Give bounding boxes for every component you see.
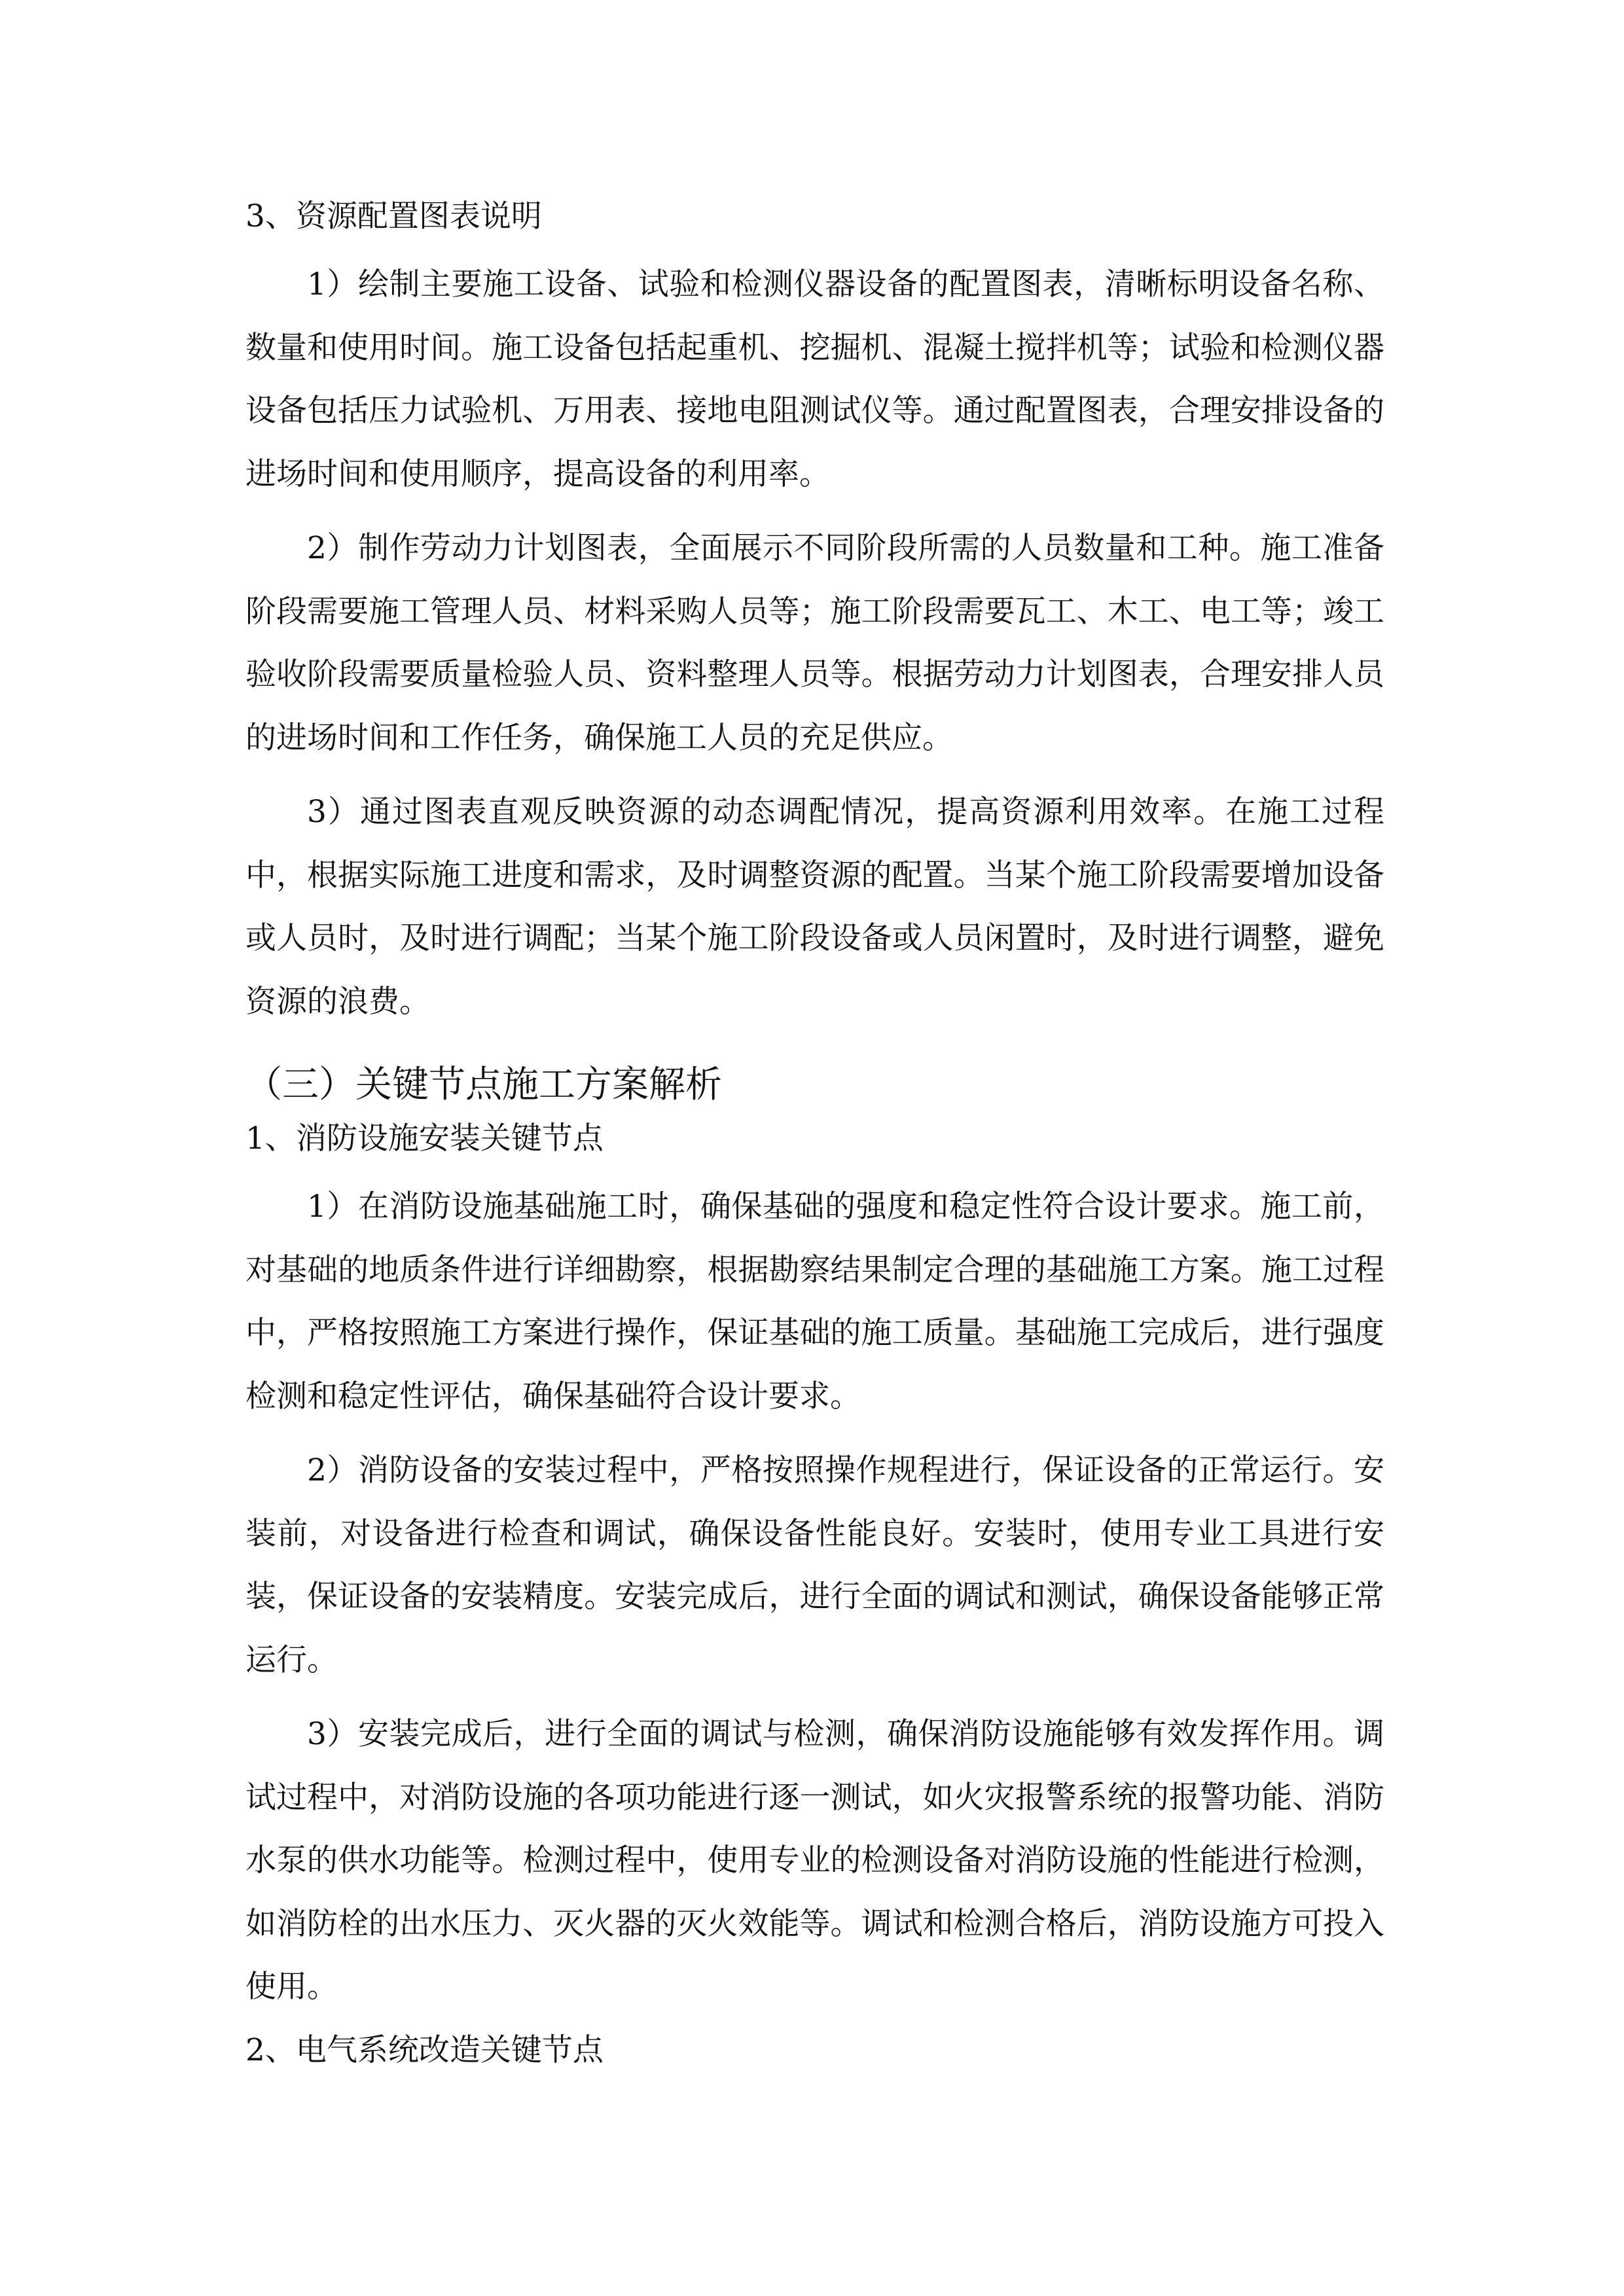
section-heading-fire-facilities: 1、消防设施安装关键节点 — [245, 1121, 604, 1157]
paragraph: 3）通过图表直观反映资源的动态调配情况，提高资源利用效率。在施工过程中，根据实际施工进度和需求，及时调整资源的配置。当某个施工阶段需要增加设备或人员时，及时进行调配；当某个施工阶段设备或人员闲置时，及时进行调整，避免资源的浪费。 — [245, 794, 1384, 1020]
paragraph: 2）制作劳动力计划图表，全面展示不同阶段所需的人员数量和工种。施工准备阶段需要施工管理人员、材料采购人员等；施工阶段需要瓦工、木工、电工等；竣工验收阶段需要质量检验人员、资料整理人员等。根据劳动力计划图表，合理安排人员的进场时间和工作任务，确保施工人员的充足供应。 — [245, 530, 1384, 756]
chapter-title-key-nodes: （三）关键节点施工方案解析 — [245, 1064, 722, 1106]
section-heading-electrical-system: 2、电气系统改造关键节点 — [245, 2032, 604, 2068]
document-body — [245, 196, 1384, 2087]
section-heading-resource-charts: 3、资源配置图表说明 — [245, 198, 542, 234]
paragraph: 1）绘制主要施工设备、试验和检测仪器设备的配置图表，清晰标明设备名称、数量和使用时间。施工设备包括起重机、挖掘机、混凝土搅拌机等；试验和检测仪器设备包括压力试验机、万用表、接地电阻测试仪等。通过配置图表，合理安排设备的进场时间和使用顺序，提高设备的利用率。 — [245, 266, 1384, 492]
paragraph: 2）消防设备的安装过程中，严格按照操作规程进行，保证设备的正常运行。安装前，对设备进行检查和调试，确保设备性能良好。安装时，使用专业工具进行安装，保证设备的安装精度。安装完成后，进行全面的调试和测试，确保设备能够正常运行。 — [245, 1452, 1384, 1678]
paragraph: 3）安装完成后，进行全面的调试与检测，确保消防设施能够有效发挥作用。调试过程中，对消防设施的各项功能进行逐一测试，如火灾报警系统的报警功能、消防水泵的供水功能等。检测过程中，使用专业的检测设备对消防设施的性能进行检测，如消防栓的出水压力、灭火器的灭火效能等。调试和检测合格后，消防设施方可投入使用。 — [245, 1716, 1384, 2005]
paragraph: 1）在消防设施基础施工时，确保基础的强度和稳定性符合设计要求。施工前，对基础的地质条件进行详细勘察，根据勘察结果制定合理的基础施工方案。施工过程中，严格按照施工方案进行操作，保证基础的施工质量。基础施工完成后，进行强度检测和稳定性评估，确保基础符合设计要求。 — [245, 1189, 1384, 1414]
